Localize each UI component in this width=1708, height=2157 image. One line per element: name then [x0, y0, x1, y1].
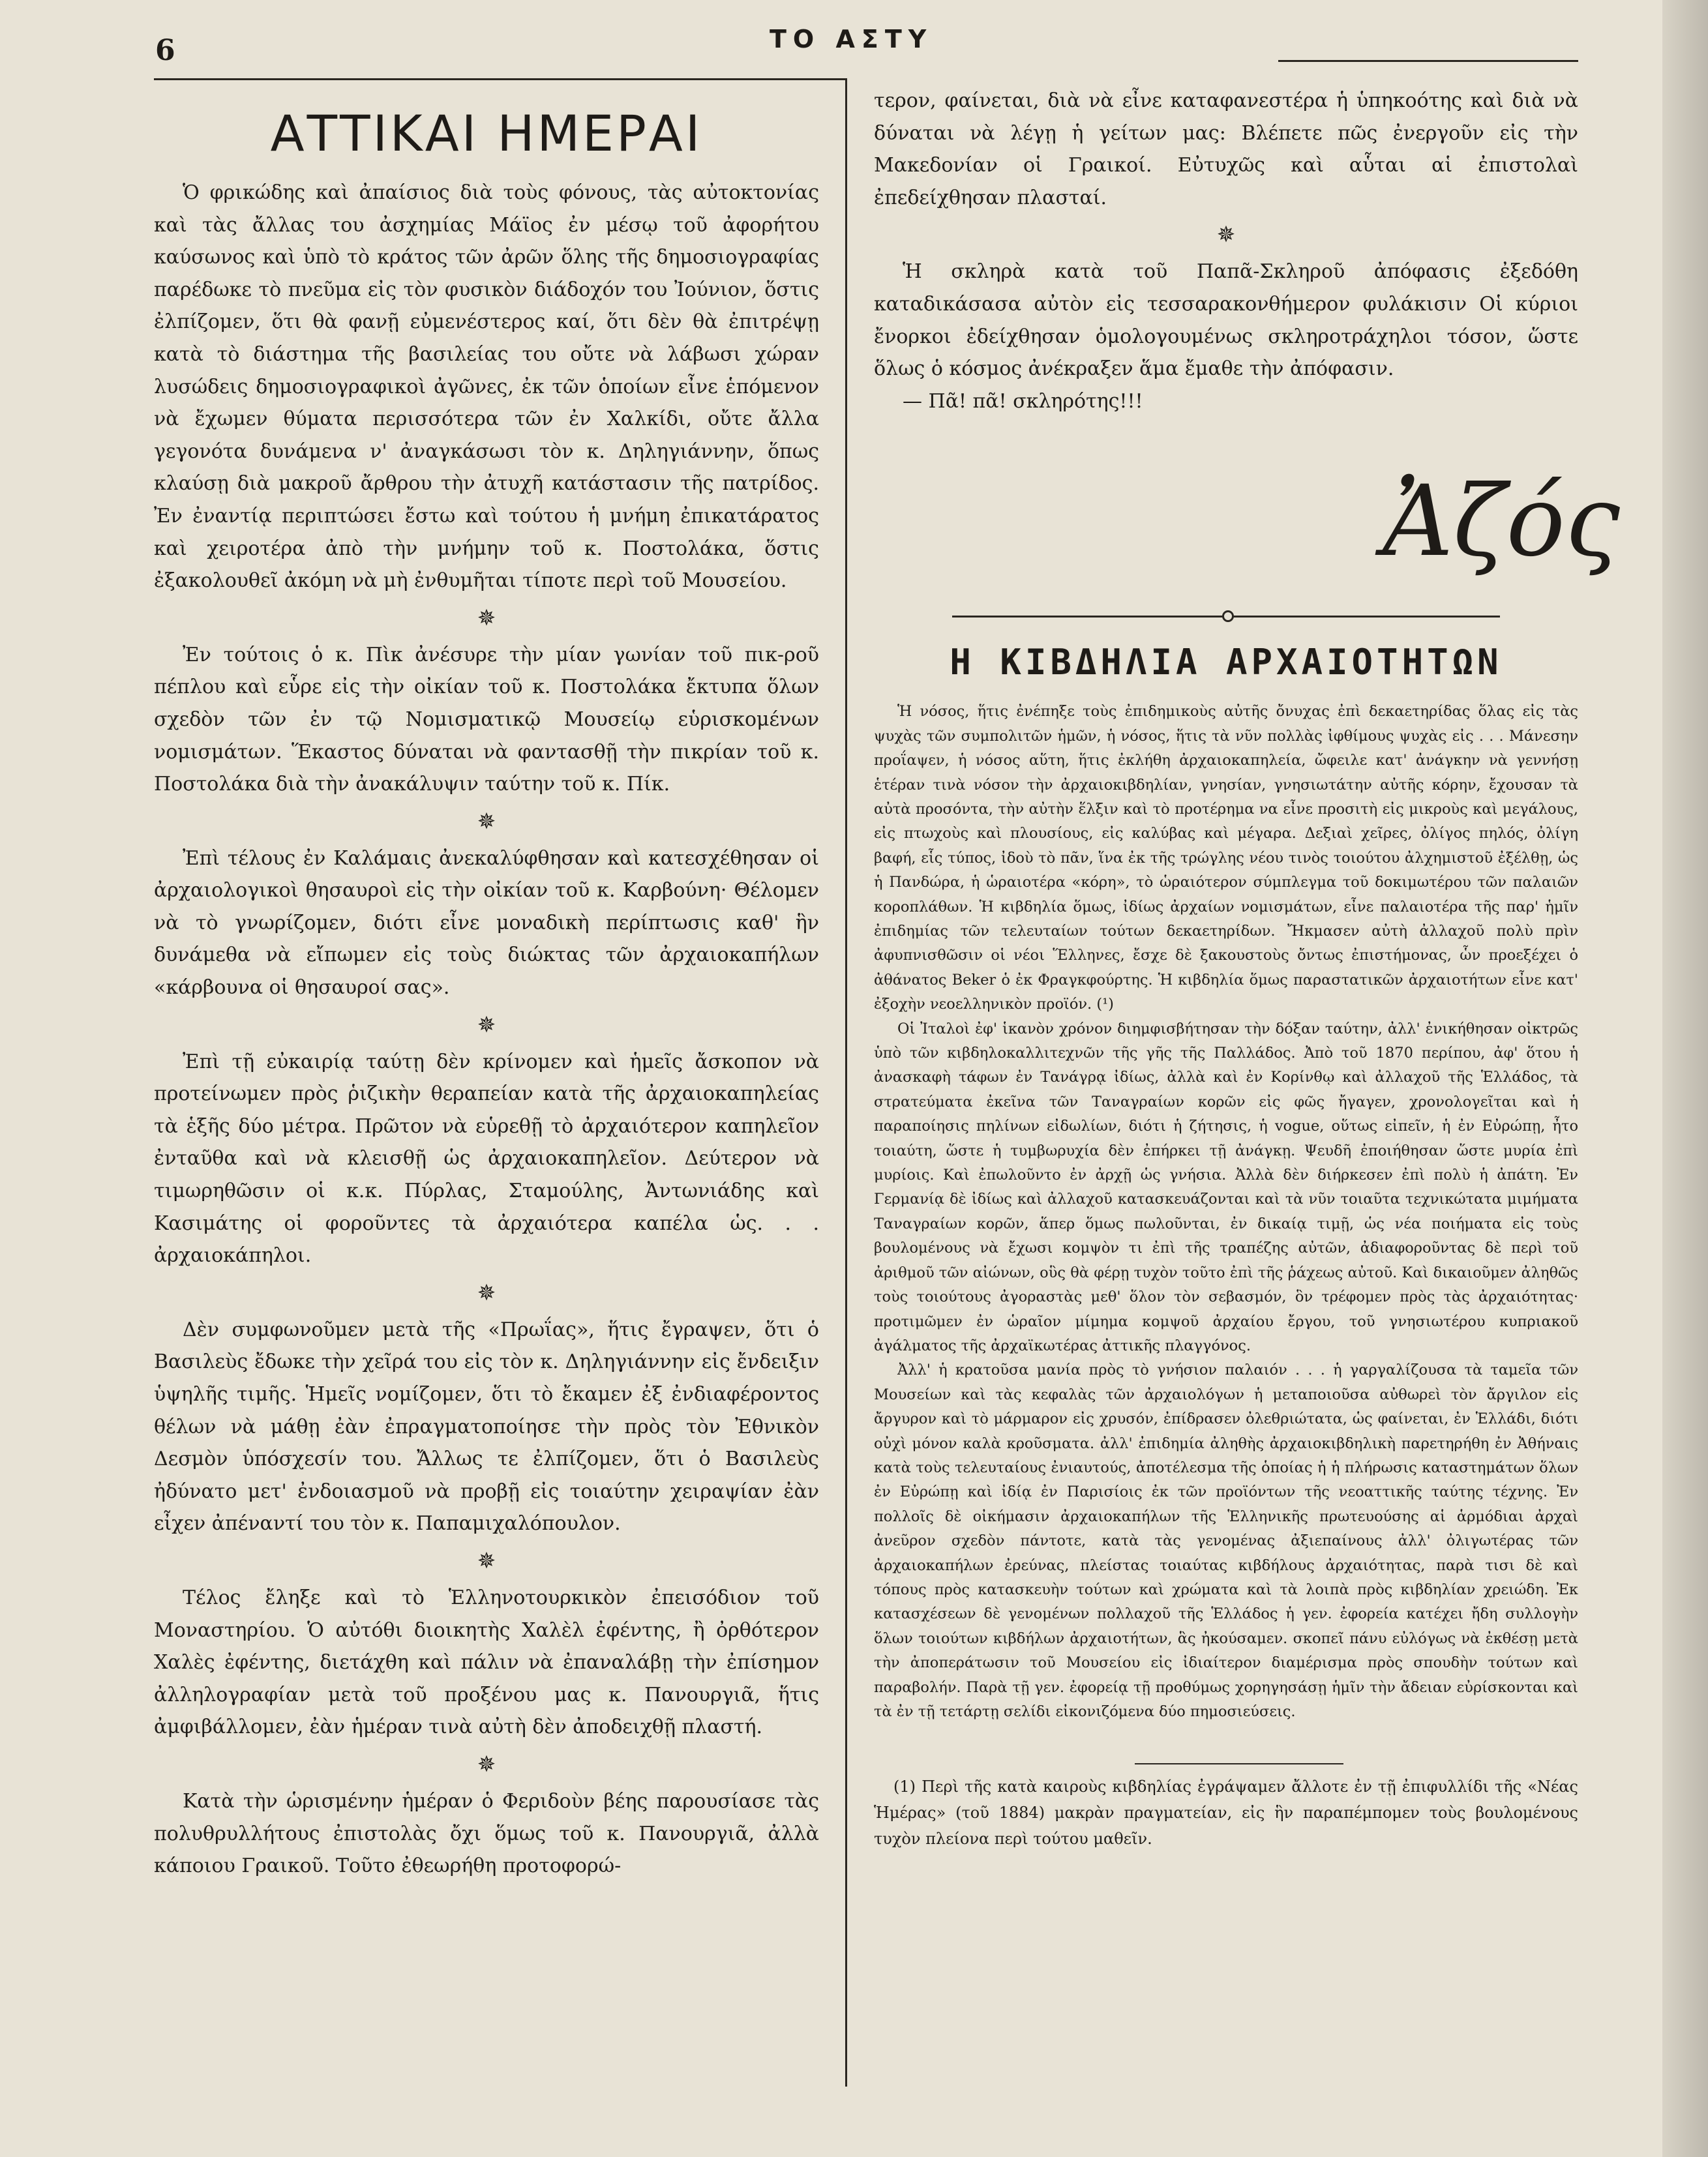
footnote: (1) Περὶ τῆς κατὰ καιροὺς κιβδηλίας ἐγράψαμεν ἄλλοτε ἐν τῇ ἐπιφυλλίδι τῆς «Νέας Ἡμέρας» (τοῦ 1884) μακρὰν πραγματείαν, εἰς ἣν παραπέμπομεν τοὺς βουλομένους τυχὸν πλείονα περὶ τούτου μαθεῖν.: [874, 1778, 1578, 1849]
paragraph: Ἐπὶ τῇ εὐκαιρίᾳ ταύτῃ δὲν κρίνομεν καὶ ἡμεῖς ἄσκοπον νὰ προτείνωμεν πρὸς ῥιζικὴν θεραπείαν κατὰ τῆς ἀρχαιοκαπηλείας τὰ ἑξῆς δύο μέτρα. Πρῶτον νὰ εὑρεθῇ τὸ ἀρχαιότερον καπηλεῖον ἐνταῦθα καὶ νὰ κλεισθῇ ὡς ἀρχαιοκαπηλεῖον. Δεύτερον νὰ τιμωρηθῶσιν οἱ κ.κ. Πύρλας, Σταμούλης, Ἀντωνιάδης καὶ Κασιμάτης οἱ φοροῦντες τὰ ἀρχαιότερα καπέλα ὡς. . . ἀρχαιοκάπηλοι.: [154, 1050, 819, 1268]
paragraph: Ὁ φρικώδης καὶ ἀπαίσιος διὰ τοὺς φόνους, τὰς αὐτοκτονίας καὶ τὰς ἄλλας του ἀσχημίας Μάϊος ἐν μέσῳ τοῦ ἀφορήτου καύσωνος καὶ ὑπὸ τὸ κράτος τῶν ἀρῶν ὅλης τῆς δημοσιογραφίας παρέδωκε τὸ πνεῦμα εἰς τὸν φυσικὸν διάδοχόν του Ἰούνιον, ὅστις ἐλπίζομεν, ὅτι θὰ φανῇ εὐμενέστερος καί, ὅτι δὲν θὰ ἐπιτρέψῃ κατὰ τὸ διάστημα τῆς βασιλείας του οὔτε νὰ λάβωσι χώραν λυσώδεις δημοσιογραφικοὶ ἀγῶνες, ἐκ τῶν ὁποίων εἶνε ἑπόμενον νὰ ἔχωμεν θύματα περισσότερα τῶν ἐν Χαλκίδι, οὔτε ἄλλα γεγονότα δυνάμενα ν' ἀναγκάσωσι τὸν κ. Δηληγιάννην, ὅπως κλαύσῃ διὰ μακροῦ ἄρθρου τὴν ἀτυχῆ κατάστασιν τῆς πατρίδος. Ἐν ἐναντίᾳ περιπτώσει ἔστω καὶ τούτου ἡ μνήμη ἐπικατάρατος καὶ χειροτέρα ἀπὸ τὴν μνήμην τοῦ κ. Ποστολάκα, ὅστις ἐξακολουθεῖ ἀκόμη νὰ μὴ ἐνθυμῆται τίποτε περὶ τοῦ Μουσείου.: [154, 181, 819, 593]
paragraph: Ἡ σκληρὰ κατὰ τοῦ Παπᾶ-Σκληροῦ ἀπόφασις ἐξεδόθη καταδικάσασα αὐτὸν εἰς τεσσαρακονθήμερον φυλάκισιν Οἱ κύριοι ἔνορκοι ἐδείχθησαν ὁμολογουμένως σκληροτράχηλοι τόσον, ὥστε ὅλως ὁ κόσμος ἀνέκραξεν ἅμα ἔμαθε τὴν ἀπόφασιν.: [874, 260, 1578, 381]
separator-star: ✵: [477, 1011, 496, 1038]
separator-star: ✵: [477, 808, 496, 835]
paragraph: Ἐν τούτοις ὁ κ. Πὶκ ἀνέσυρε τὴν μίαν γωνίαν τοῦ πικ-ροῦ πέπλου καὶ εὗρε εἰς τὴν οἰκίαν τοῦ κ. Ποστολάκα ἔκτυπα ὅλων σχεδὸν τῶν ἐν τῷ Νομισματικῷ Μουσείῳ εὑρισκομένων νομισμάτων. Ἕκαστος δύναται νὰ φαντασθῇ τὴν πικρίαν τοῦ κ. Ποστολάκα διὰ τὴν ἀνακάλυψιν ταύτην τοῦ κ. Πίκ.: [154, 643, 819, 796]
article-paragraph: Ἡ νόσος, ἥτις ἐνέπηξε τοὺς ἐπιδημικοὺς αὐτῆς ὄνυχας ἐπὶ δεκαετηρίδας ὅλας εἰς τὰς ψυχὰς τῶν συμπολιτῶν ἡμῶν, ἡ νόσος, ἥτις τὰ νῦν πολλὰς ἰφθίμους ψυχὰς εἰς . . . Μάνεσην προΐαψεν, ἡ νόσος αὕτη, ἥτις ἐκλήθη ἀρχαιοκαπηλεία, ὤφειλε κατ' ἀνάγκην νὰ γεννήσῃ ἑτέραν τινὰ νόσον τὴν ἀρχαιοκιβδηλίαν, γνησίαν, γνησιωτάτην αὐτῆς κόρην, ἔχουσαν τὰ αὐτὰ προσόντα, τὴν αὐτὴν ἕλξιν καὶ τὸ προτέρημα να εἶνε προσιτὴ εἰς μικροὺς καὶ μεγάλους, εἰς πτωχοὺς καὶ πλουσίους, εἰς καλύβας καὶ μέγαρα. Δεξιαὶ χεῖρες, ὀλίγος πηλός, ὀλίγη βαφή, εἷς τύπος, ἰδοὺ τὸ πᾶν, ἵνα ἐκ τῆς τρώγλης νέου τινὸς τοιούτου ἀλχημιστοῦ ἐξέλθῃ, ὡς ἡ Πανδώρα, ἡ ὡραιοτέρα «κόρη», τὸ ὡραιότερον σύμπλεγμα τοῦ δοκιμωτέρου τῶν παλαιῶν κοροπλάθων. Ἡ κιβδηλία ὅμως, ἰδίως ἀρχαίων νομισμάτων, εἶνε παλαιοτέρα τῆς παρ' ἡμῖν ἐπιδημίας τῶν τελευταίων τούτων δεκαετηρίδων. Ἤκμασεν αὐτὴ ἀλλαχοῦ πολὺ πρὶν ἀφυπνισθῶσιν οἱ νέοι Ἕλληνες, ἔσχε δὲ ξακουστοὺς ὄντως ἐπιστήμονας, ὧν προεξέχει ὁ ἀθάνατος Beker ὁ ἐκ Φραγκφούρτης. Ἡ κιβδηλία ὅμως παραστατικῶν ἀρχαιοτήτων εἶνε κατ' ἐξοχὴν νεοελληνικὸν προϊόν. (¹): [874, 703, 1578, 1013]
paragraph-continuation: τερον, φαίνεται, διὰ νὰ εἶνε καταφανεστέρα ἡ ὑπηκοότης καὶ διὰ νὰ δύναται νὰ λέγῃ ἡ γείτων μας: Βλέπετε πῶς ἐνεργοῦν εἰς τὴν Μακεδονίαν οἱ Γραικοί. Εὐτυχῶς καὶ αὗται αἱ ἐπιστολαὶ ἐπεδείχθησαν πλασταί.: [874, 89, 1578, 209]
article-paragraph: Οἱ Ἰταλοὶ ἐφ' ἱκανὸν χρόνον διημφισβήτησαν τὴν δόξαν ταύτην, ἀλλ' ἐνικήθησαν οἰκτρῶς ὑπὸ τῶν κιβδηλοκαλλιτεχνῶν τῆς γῆς τῆς Παλλάδος. Ἀπὸ τοῦ 1870 περίπου, ἀφ' ὅτου ἡ ἀνασκαφὴ τάφων ἐν Τανάγρᾳ ἰδίως, ἀλλὰ καὶ ἐν Κορίνθῳ καὶ ἀλλαχοῦ τῆς Ἑλλάδος, τὰ στρατεύματα ἐκεῖνα τῶν Ταναγραίων κορῶν εἰς φῶς ἤγαγεν, χρονολογεῖται καὶ ἡ παραποίησις πηλίνων εἰδωλίων, διότι ἡ ζήτησις, ἡ vogue, οὕτως εἰπεῖν, ἡ ἐν Εὐρώπῃ, ἦτο τοιαύτη, ὥστε ἡ τυμβωρυχία δὲν ἐπήρκει τῇ ἀνάγκῃ. Ψευδῆ ἐποιήθησαν ὥστε μυρία ἐπὶ μυρίοις. Καὶ ἐπωλοῦντο ἐν ἀρχῇ ὡς γνήσια. Ἀλλὰ δὲν διήρκεσεν ἐπὶ πολὺ ἡ ἀπάτη. Ἐν Γερμανίᾳ δὲ ἰδίως καὶ ἀλλαχοῦ κατασκευάζονται καὶ τὰ νῦν τοιαῦτα τεχνικώτατα μιμήματα Ταναγραίων κορῶν, ἅπερ ὅμως πωλοῦνται, ἐν δικαίᾳ τιμῇ, ὡς νέα ποιήματα εἰς τοὺς βουλομένους νὰ ἔχωσι κομψὸν τι ἐπὶ τῆς τραπέζης αὐτῶν, ἀδιαφοροῦντας δὲ περὶ τοῦ ἀριθμοῦ τῶν αἰώνων, οὓς θὰ φέρῃ τυχὸν τοῦτο ἐπὶ τῆς ῥάχεως αὐτοῦ. Καὶ δικαιοῦμεν ἀληθῶς τοὺς τοιούτους ἀγοραστὰς μεθ' ὅλον τὸν σεβασμόν, ὃν τρέφομεν πρὸς τὰς ἀρχαιότητας· προτιμῶμεν ἐν ὡραῖον μίμημα κομψοῦ ἀρχαίου ἔργου, τοῦ γνησιωτέρου κυπριακοῦ ἀγάλματος τῆς ἀρχαϊκωτέρας ἀττικῆς πλαγγόνος.: [874, 1020, 1578, 1354]
separator-star: ✵: [477, 604, 496, 631]
ornamental-rule: [874, 606, 1578, 626]
page-edge: [1662, 0, 1708, 2157]
paragraph: Τέλος ἔληξε καὶ τὸ Ἑλληνοτουρκικὸν ἐπεισόδιον τοῦ Μοναστηρίου. Ὁ αὐτόθι διοικητὴς Χαλὲλ ἐφέντης, ἢ ὀρθότερον Χαλὲς ἐφέντης, διετάχθη καὶ πάλιν νὰ ἐπαναλάβῃ τὴν ἐπίσημον ἀλληλογραφίαν μετὰ τοῦ προξένου μας κ. Πανουργιᾶ, ἥτις ἀμφιβάλλομεν, ἐὰν ἡμέραν τινὰ αὐτὴ δὲν ἀποδειχθῇ πλαστή.: [154, 1586, 819, 1739]
article-paragraph: Ἀλλ' ἡ κρατοῦσα μανία πρὸς τὸ γνήσιον παλαιόν . . . ἡ γαργαλίζουσα τὰ ταμεῖα τῶν Μουσείων καὶ τὰς κεφαλὰς τῶν ἀρχαιολόγων ἡ μεταποιοῦσα αὐθωρεὶ τὸν ἄργιλον εἰς ἄργυρον καὶ τὸ μάρμαρον εἰς χρυσόν, ἐπίδρασεν ὀλεθριώτατα, ὡς φαίνεται, ἐν Ἑλλάδι, διότι οὐχὶ μόνον καλὰ κροῦσματα. ἀλλ' ἐπιδημία ἀληθὴς ἀρχαιοκιβδηλικὴ παρετηρήθη ἐν Ἀθήναις κατὰ τοὺς τελευταίους ἐνιαυτούς, ἀποτέλεσμα τῆς ὁποίας ἡ ἡ πλήρωσις καταστημάτων ὅλων ἐν Εὐρώπῃ καὶ ἰδίᾳ ἐν Παρισίοις ἐκ τῶν προϊόντων τῆς νεοαττικῆς ταύτης τέχνης. Ἐν πολλοῖς δὲ οἰκήμασιν ἀρχαιοκαπήλων τῆς Ἑλληνικῆς πρωτευούσης αἱ ἁρμόδιαι ἀρχαὶ ἀνεῦρον σχεδὸν πάντοτε, κατὰ τὰς γενομένας ἀξιεπαίνους ἀλλ' ὀλιγωτέρας τῶν ἀρχαιοκαπήλων ἐρεύνας, πλείστας τοιαύτας κιβδήλους ἀρχαιότητας, παρὰ τισι δὲ καὶ τόπους πρὸς κατασκευὴν τούτων καὶ χρώματα καὶ τὰ λοιπὰ πρὸς κιβδηλίαν χρειώδη. Ἐκ κατασχέσεων δὲ γενομένων πολλαχοῦ τῆς Ἑλλάδος ἡ γεν. ἐφορεία κατέχει ἤδη συλλογὴν ὅλων τοιούτων κιβδήλων ἀρχαιοτήτων, ἃς ἠκούσαμεν. σκοπεῖ πάνυ εὐλόγως νὰ ἐκθέσῃ μετὰ τὴν ἀποπεράτωσιν τοῦ Μουσείου εἰς ἰδιαίτερον διαμέρισμα πρὸς σπουδὴν τούτων καὶ παραβολήν. Παρὰ τῇ γεν. ἐφορείᾳ τῇ προθύμως χορηγησάσῃ ἡμῖν τὴν ἄδειαν εὐρίσκονται καὶ τὰ ἐν τῇ τετάρτῃ σελίδι εἰκονιζόμενα δύο πημοσιεύσεις.: [874, 1361, 1578, 1720]
article-title: Η ΚΙΒΔΗΛΙΑ ΑΡΧΑΙΟΤΗΤΩΝ: [950, 642, 1503, 683]
paragraph: Δὲν συμφωνοῦμεν μετὰ τῆς «Πρωΐας», ἥτις ἔγραψεν, ὅτι ὁ Βασιλεὺς ἔδωκε τὴν χεῖρά του εἰς τὸν κ. Δηληγιάννην εἰς ἔνδειξιν ὑψηλῆς τιμῆς. Ἡμεῖς νομίζομεν, ὅτι τὸ ἔκαμεν ἐξ ἐνδιαφέροντος θέλων νὰ μάθῃ ἐὰν ἐπραγματοποίησε τὴν πρὸς τὸν Ἐθνικὸν Δεσμὸν ὑπόσχεσίν του. Ἄλλως τε ἐλπίζομεν, ὅτι ὁ Βασιλεὺς ἠδύνατο μετ' ἐνδοιασμοῦ νὰ προβῇ εἰς τοιαύτην χειραψίαν ἐὰν εἶχεν ἀπέναντί του τὸν κ. Παπαμιχαλόπουλον.: [154, 1318, 819, 1536]
paragraph: Ἐπὶ τέλους ἐν Καλάμαις ἀνεκαλύφθησαν καὶ κατεσχέθησαν οἱ ἀρχαιολογικοὶ θησαυροὶ εἰς τὴν οἰκίαν τοῦ κ. Καρβούνη· Θέλομεν νὰ τὸ γνωρίζομεν, διότι εἶνε μοναδικὴ περίπτωσις καθ' ἣν δυνάμεθα νὰ εἴπωμεν εἰς τοὺς διώκτας τῶν ἀρχαιοκαπήλων «κάρβουνα οἱ θησαυροί σας».: [154, 846, 819, 1000]
footnote-rule: [1135, 1763, 1343, 1764]
author-signature: Ἀζός: [1383, 465, 1620, 579]
separator-star: ✵: [477, 1751, 496, 1778]
separator-star: ✵: [477, 1547, 496, 1574]
paragraph-exclamation: — Πᾶ! πᾶ! σκληρότης!!!: [903, 389, 1143, 413]
ornament-dot: [1222, 610, 1234, 622]
right-column: [874, 85, 1620, 1852]
paragraph: Κατὰ τὴν ὡρισμένην ἡμέραν ὁ Φεριδοὺν βέης παρουσίασε τὰς πολυθρυλλήτους ἐπιστολὰς ὄχι ὅμως τοῦ κ. Πανουργιᾶ, ἀλλὰ κάποιου Γραικοῦ. Τοῦτο ἐθεωρήθη προτοφορώ-: [154, 1789, 819, 1878]
section-title: ΑΤΤΙΚΑΙ ΗΜΕΡΑΙ: [270, 104, 703, 162]
header-rule-left: [154, 78, 845, 80]
separator-star: ✵: [1216, 222, 1236, 248]
column-divider: [845, 78, 847, 2087]
separator-star: ✵: [477, 1279, 496, 1306]
page-number: 6: [155, 34, 175, 67]
header-rule-right: [1278, 60, 1578, 62]
masthead: ΤΟ ΑΣΤΥ: [770, 25, 933, 53]
left-column: [154, 104, 819, 1882]
